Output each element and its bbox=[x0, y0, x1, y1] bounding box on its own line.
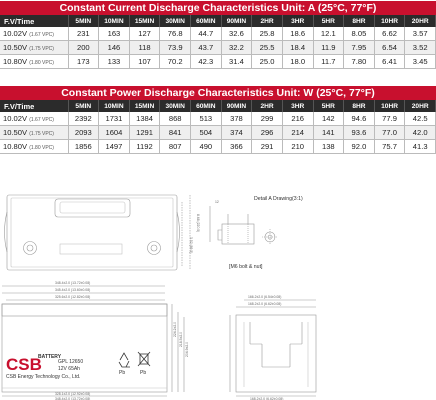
vpc-value: (1.75 VPC) bbox=[29, 46, 54, 52]
header-10hr: 10HR bbox=[374, 15, 405, 27]
final-voltage-cell bbox=[0, 41, 68, 55]
table-cell: 513 bbox=[191, 112, 222, 126]
battery-top-view bbox=[5, 195, 191, 270]
detail-dimension-text: 12 bbox=[215, 200, 219, 204]
table-cell: 378 bbox=[221, 112, 252, 126]
final-voltage-value: 10.80V bbox=[3, 57, 28, 66]
final-voltage-value: 10.50V bbox=[3, 128, 28, 137]
header-2hr: 2HR bbox=[252, 100, 283, 112]
table-cell: 75.7 bbox=[374, 140, 405, 154]
table-cell: 142 bbox=[313, 112, 344, 126]
header-20hr: 20HR bbox=[405, 100, 436, 112]
header-3hr: 3HR bbox=[282, 15, 313, 27]
header-60min: 60MIN bbox=[191, 15, 222, 27]
header-90min: 90MIN bbox=[221, 15, 252, 27]
table-cell: 296 bbox=[252, 126, 283, 140]
table-cell: 374 bbox=[221, 126, 252, 140]
detail-a-label: Detail A Drawing(3:1) bbox=[254, 196, 303, 202]
table-cell: 41.3 bbox=[405, 140, 436, 154]
table-cell: 32.6 bbox=[221, 27, 252, 41]
table-cell: 7.80 bbox=[344, 55, 375, 69]
table-cell: 163 bbox=[99, 27, 130, 41]
battery-word: BATTERY bbox=[38, 354, 62, 360]
header-5min: 5MIN bbox=[68, 15, 99, 27]
table-cell: 43.7 bbox=[191, 41, 222, 55]
table-cell: 42.0 bbox=[405, 126, 436, 140]
current-discharge-table bbox=[0, 15, 436, 69]
table-cell: 6.54 bbox=[374, 41, 405, 55]
table-cell: 107 bbox=[129, 55, 160, 69]
front-dim-h1: 348.4±2.0 (13.72±0.08) bbox=[55, 281, 91, 285]
table-cell: 25.8 bbox=[252, 27, 283, 41]
vpc-value: (1.67 VPC) bbox=[29, 117, 54, 123]
table-cell: 2093 bbox=[68, 126, 99, 140]
side-dim-b1: 168.2±2.0 (6.62±0.08) bbox=[250, 397, 284, 400]
table-cell: 807 bbox=[160, 140, 191, 154]
table-cell: 118 bbox=[129, 41, 160, 55]
front-dim-h3: 325.6±2.0 (12.82±0.08) bbox=[55, 295, 91, 299]
table-cell: 11.7 bbox=[313, 55, 344, 69]
table-cell: 868 bbox=[160, 112, 191, 126]
table-cell: 92.0 bbox=[344, 140, 375, 154]
vpc-value: (1.75 VPC) bbox=[29, 131, 54, 137]
top-dim-2: 8.68 (220.5) bbox=[196, 214, 200, 233]
front-dim-v1: 224.2±2.0 bbox=[173, 321, 177, 337]
header-10min: 10MIN bbox=[99, 100, 130, 112]
table-row bbox=[0, 27, 436, 41]
header-8hr: 8HR bbox=[344, 15, 375, 27]
table-cell: 1856 bbox=[68, 140, 99, 154]
side-dim-h2: 168.2±2.0 (6.62±0.08) bbox=[248, 302, 282, 306]
recycle-icon bbox=[119, 353, 130, 367]
front-dim-b1: 328.1±2.0 (12.92±0.08) bbox=[55, 392, 91, 396]
current-table-header-row bbox=[0, 15, 436, 27]
final-voltage-cell bbox=[0, 140, 68, 154]
table-cell: 18.6 bbox=[282, 27, 313, 41]
battery-dimension-drawing bbox=[0, 162, 436, 400]
header-90min: 90MIN bbox=[221, 100, 252, 112]
table-cell: 94.6 bbox=[344, 112, 375, 126]
power-discharge-table bbox=[0, 100, 436, 154]
table-cell: 93.6 bbox=[344, 126, 375, 140]
header-fv-time: F.V/Time bbox=[0, 100, 68, 112]
header-3hr: 3HR bbox=[282, 100, 313, 112]
table-cell: 141 bbox=[313, 126, 344, 140]
table-cell: 210 bbox=[282, 140, 313, 154]
header-60min: 60MIN bbox=[191, 100, 222, 112]
header-8hr: 8HR bbox=[344, 100, 375, 112]
csb-logo: CSB bbox=[6, 355, 42, 374]
final-voltage-value: 10.50V bbox=[3, 43, 28, 52]
table-cell: 1604 bbox=[99, 126, 130, 140]
table-cell: 504 bbox=[191, 126, 222, 140]
vpc-value: (1.80 VPC) bbox=[29, 145, 54, 151]
final-voltage-value: 10.02V bbox=[3, 29, 28, 38]
final-voltage-cell bbox=[0, 126, 68, 140]
header-5min: 5MIN bbox=[68, 100, 99, 112]
table-cell: 76.8 bbox=[160, 27, 191, 41]
header-30min: 30MIN bbox=[160, 15, 191, 27]
table-row bbox=[0, 112, 436, 126]
table-cell: 1731 bbox=[99, 112, 130, 126]
table-cell: 1291 bbox=[129, 126, 160, 140]
table-cell: 366 bbox=[221, 140, 252, 154]
table-cell: 7.95 bbox=[344, 41, 375, 55]
header-15min: 15MIN bbox=[129, 15, 160, 27]
table-cell: 6.41 bbox=[374, 55, 405, 69]
table-row bbox=[0, 41, 436, 55]
front-dim-h2: 345.4±2.0 (13.60±0.08) bbox=[55, 288, 91, 292]
final-voltage-cell bbox=[0, 112, 68, 126]
front-dim-v3: 204.9±2.0 bbox=[185, 341, 189, 357]
header-5hr: 5HR bbox=[313, 15, 344, 27]
table-row bbox=[0, 55, 436, 69]
bin-pb-label: Pb bbox=[140, 370, 147, 376]
current-table-title: Constant Current Discharge Characteristics Unit: A (25°C, 77°F) bbox=[0, 1, 436, 15]
final-voltage-value: 10.02V bbox=[3, 114, 28, 123]
front-dim-v2: 218.5±2.0 bbox=[179, 331, 183, 347]
table-cell: 25.0 bbox=[252, 55, 283, 69]
crossed-bin-icon bbox=[138, 352, 150, 366]
battery-maker: CSB Energy Technology Co., Ltd. bbox=[6, 374, 81, 380]
table-cell: 299 bbox=[252, 112, 283, 126]
table-cell: 200 bbox=[68, 41, 99, 55]
table-cell: 214 bbox=[282, 126, 313, 140]
header-10hr: 10HR bbox=[374, 100, 405, 112]
side-dim-h1: 166.2±2.0 (6.54±0.08) bbox=[248, 295, 282, 299]
table-cell: 25.5 bbox=[252, 41, 283, 55]
header-15min: 15MIN bbox=[129, 100, 160, 112]
battery-spec: 12V 65Ah bbox=[58, 366, 80, 372]
table-cell: 8.05 bbox=[344, 27, 375, 41]
table-cell: 73.9 bbox=[160, 41, 191, 55]
terminal-detail-a bbox=[210, 206, 278, 245]
table-cell: 133 bbox=[99, 55, 130, 69]
table-cell: 18.4 bbox=[282, 41, 313, 55]
final-voltage-value: 10.80V bbox=[3, 142, 28, 151]
table-cell: 841 bbox=[160, 126, 191, 140]
top-dim-1: 3.52 (89.5) bbox=[189, 237, 193, 254]
final-voltage-cell bbox=[0, 27, 68, 41]
table-cell: 6.62 bbox=[374, 27, 405, 41]
table-cell: 146 bbox=[99, 41, 130, 55]
table-cell: 3.57 bbox=[405, 27, 436, 41]
power-table-title: Constant Power Discharge Characteristics Unit: W (25°C, 77°F) bbox=[0, 86, 436, 100]
battery-front-label bbox=[6, 352, 150, 380]
bolt-nut-label: [M6 bolt & nut] bbox=[229, 264, 263, 270]
header-2hr: 2HR bbox=[252, 15, 283, 27]
vpc-value: (1.67 VPC) bbox=[29, 32, 54, 38]
table-cell: 1497 bbox=[99, 140, 130, 154]
table-cell: 1192 bbox=[129, 140, 160, 154]
header-10min: 10MIN bbox=[99, 15, 130, 27]
final-voltage-cell bbox=[0, 55, 68, 69]
table-cell: 11.9 bbox=[313, 41, 344, 55]
header-5hr: 5HR bbox=[313, 100, 344, 112]
power-table-header-row bbox=[0, 100, 436, 112]
header-20hr: 20HR bbox=[405, 15, 436, 27]
table-cell: 42.5 bbox=[405, 112, 436, 126]
header-fv-time: F.V/Time bbox=[0, 15, 68, 27]
table-cell: 44.7 bbox=[191, 27, 222, 41]
table-cell: 42.3 bbox=[191, 55, 222, 69]
table-cell: 231 bbox=[68, 27, 99, 41]
front-dim-b2: 348.4±2.0 (13.72±0.08) bbox=[55, 397, 91, 400]
table-row bbox=[0, 126, 436, 140]
table-cell: 173 bbox=[68, 55, 99, 69]
table-cell: 77.9 bbox=[374, 112, 405, 126]
table-row bbox=[0, 140, 436, 154]
battery-side-view bbox=[230, 300, 316, 396]
table-cell: 32.2 bbox=[221, 41, 252, 55]
table-cell: 216 bbox=[282, 112, 313, 126]
table-cell: 3.45 bbox=[405, 55, 436, 69]
vpc-value: (1.80 VPC) bbox=[29, 60, 54, 66]
table-cell: 2392 bbox=[68, 112, 99, 126]
table-cell: 12.1 bbox=[313, 27, 344, 41]
battery-model: GPL 12650 bbox=[58, 359, 84, 365]
table-cell: 291 bbox=[252, 140, 283, 154]
table-cell: 3.52 bbox=[405, 41, 436, 55]
table-cell: 18.0 bbox=[282, 55, 313, 69]
table-cell: 127 bbox=[129, 27, 160, 41]
table-cell: 77.0 bbox=[374, 126, 405, 140]
table-cell: 70.2 bbox=[160, 55, 191, 69]
table-cell: 490 bbox=[191, 140, 222, 154]
recycle-pb-label: Pb bbox=[119, 370, 126, 376]
header-30min: 30MIN bbox=[160, 100, 191, 112]
table-cell: 31.4 bbox=[221, 55, 252, 69]
table-cell: 1384 bbox=[129, 112, 160, 126]
table-cell: 138 bbox=[313, 140, 344, 154]
